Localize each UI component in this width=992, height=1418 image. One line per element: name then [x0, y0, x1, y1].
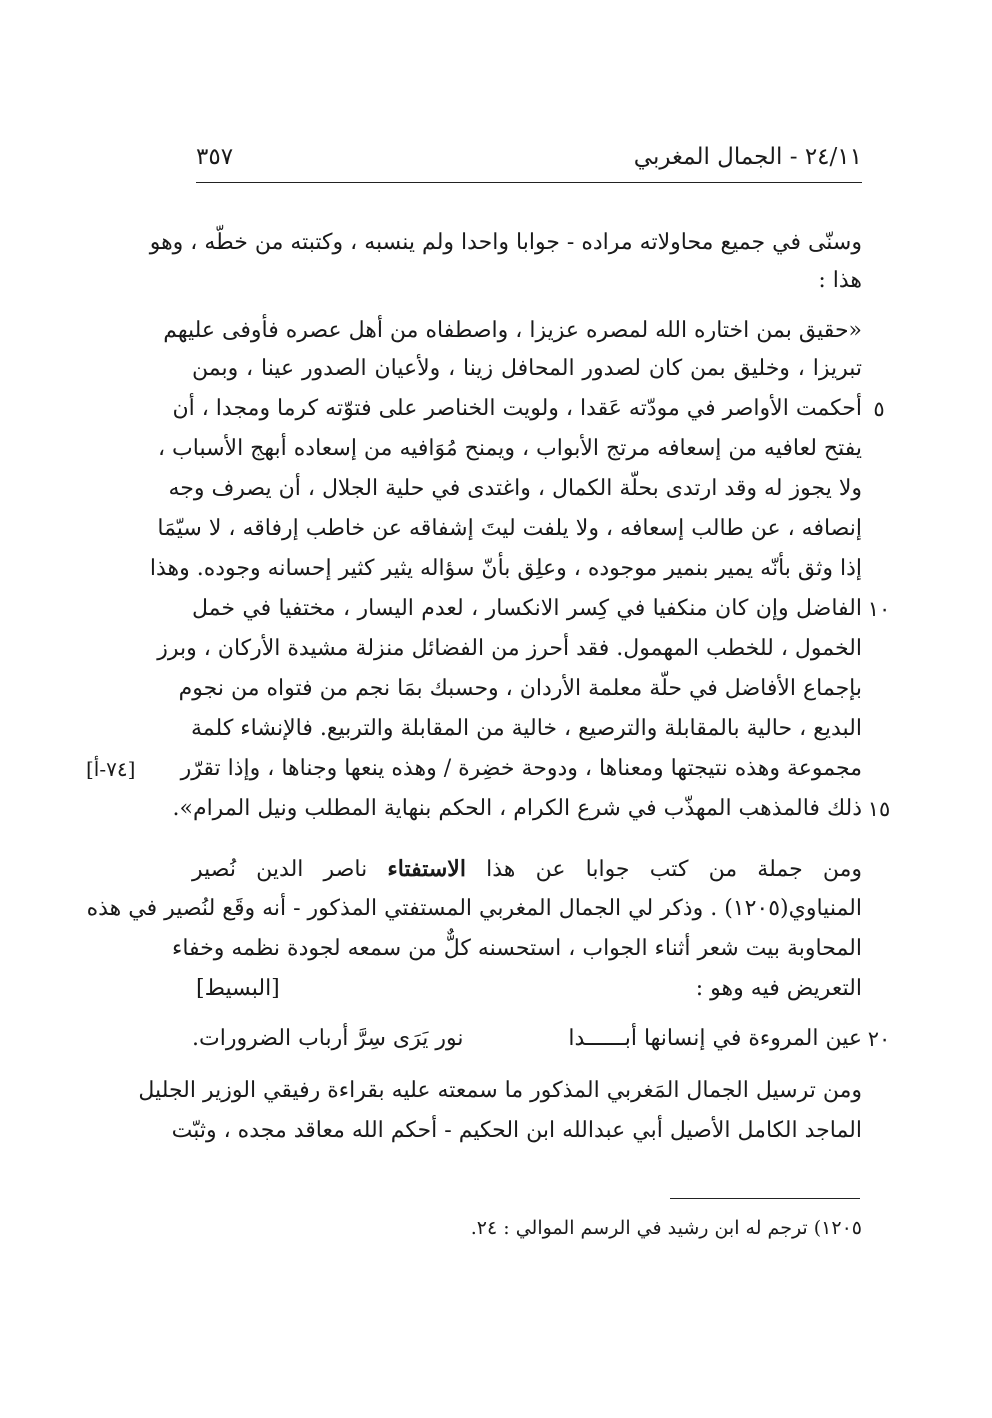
footnote-rule	[670, 1198, 860, 1199]
verse-line	[192, 1022, 862, 1056]
verse-second-hemistich: نور يَرَى سِرَّ أرباب الضرورات.	[192, 1026, 464, 1051]
page-number: ٣٥٧	[196, 144, 234, 170]
text-segment: ناصر الدين نُصير	[192, 857, 368, 882]
line-number-15: ١٥	[867, 797, 891, 821]
text-line: الفاضل وإن كان منكفيا في كِسر الانكسار ، لعدم اليسار ، مختفيا في خمل	[192, 596, 862, 621]
text-line: ذلك فالمذهب المهذّب في شرع الكرام ، الحكم بنهاية المطلب ونيل المرام».	[172, 796, 862, 821]
text-line: إنصافه ، عن طالب إسعافه ، ولا يلفت ليتَ إشفاقه عن خاطب إرفاقه ، لا سيّمَا	[157, 516, 862, 541]
keyword-istifta: الاستفتاء	[387, 856, 466, 882]
text-line: ومن ترسيل الجمال المَغربي المذكور ما سمعته عليه بقراءة رفيقي الوزير الجليل	[138, 1078, 862, 1103]
line-number-10: ١٠	[867, 597, 891, 621]
manuscript-folio-ref: [٧٤-أ]	[86, 757, 136, 781]
text-line	[192, 852, 862, 886]
line-number-20: ٢٠	[867, 1027, 891, 1051]
text-line: المحاوبة بيت شعر أثناء الجواب ، استحسنه كلٌّ من سمعه لجودة نظمه وخفاء	[171, 936, 862, 961]
text-line: إذا وثق بأنّه يمير بنمير موجوده ، وعلِق بأنّ سؤاله يثير كثير إحسانه وجوده. وهذا	[149, 556, 862, 581]
text-line: يفتح لعافيه من إسعافه مرتج الأبواب ، ويمنح مُوَافيه من إسعاده أبهج الأسباب ،	[157, 436, 862, 461]
running-title: ٢٤/١١ - الجمال المغربي	[633, 144, 862, 170]
text-line: تبريزا ، وخليق بمن كان لصدور المحافل زينا ، ولأعيان الصدور عينا ، وبمن	[192, 356, 862, 381]
text-line: هذا :	[818, 268, 862, 293]
text-line: «حقيق بمن اختاره الله لمصره عزيزا ، واصطفاه من أهل عصره فأوفى عليهم	[163, 318, 862, 343]
text-line: البديع ، حالية بالمقابلة والترصيع ، خالية من المقابلة والتربيع. فالإنشاء كلمة	[191, 716, 862, 741]
verse-first-hemistich: عين المروءة في إنسانها أبــــــدا	[568, 1026, 862, 1051]
text-line: الخمول ، للخطب المهمول. فقد أحرز من الفضائل منزلة مشيدة الأركان ، وبرز	[157, 636, 862, 661]
poetic-meter-label: [البسيط]	[196, 976, 280, 1001]
text-line: بإجماع الأفاضل في حلّة معلمة الأردان ، وحسبك بمَا نجم من فتواه من نجوم	[178, 676, 862, 701]
text-segment: ومن جملة من كتب جوابا عن هذا	[486, 857, 863, 882]
text-line: المنياوي(١٢٠٥) . وذكر لي الجمال المغربي المستفتي المذكور - أنه وقَع لنُصير في هذه	[86, 896, 862, 921]
text-line: الماجد الكامل الأصيل أبي عبدالله ابن الحكيم - أحكم الله معاقد مجده ، وثبّت	[171, 1118, 862, 1143]
line-number-5: ٥	[873, 397, 885, 421]
text-line: التعريض فيه وهو :	[695, 976, 862, 1001]
page-header	[196, 138, 862, 183]
footnote: ١٢٠٥) ترجم له ابن رشيد في الرسم الموالي : ٢٤.	[470, 1217, 862, 1239]
text-line: مجموعة وهذه نتيجتها ومعناها ، ودوحة خضِرة / وهذه ينعها وجناها ، وإذا تقرّر	[180, 756, 862, 781]
text-line: وسنّى في جميع محاولاته مراده - جوابا واحدا ولم ينسبه ، وكتبته من خطّه ، وهو	[149, 230, 862, 255]
text-line: أحكمت الأواصر في مودّته عَقدا ، ولويت الخناصر على فتوّته كرما ومجدا ، أن	[172, 396, 862, 421]
text-line: ولا يجوز له وقد ارتدى بحلّة الكمال ، واغتدى في حلية الجلال ، أن يصرف وجه	[168, 476, 862, 501]
